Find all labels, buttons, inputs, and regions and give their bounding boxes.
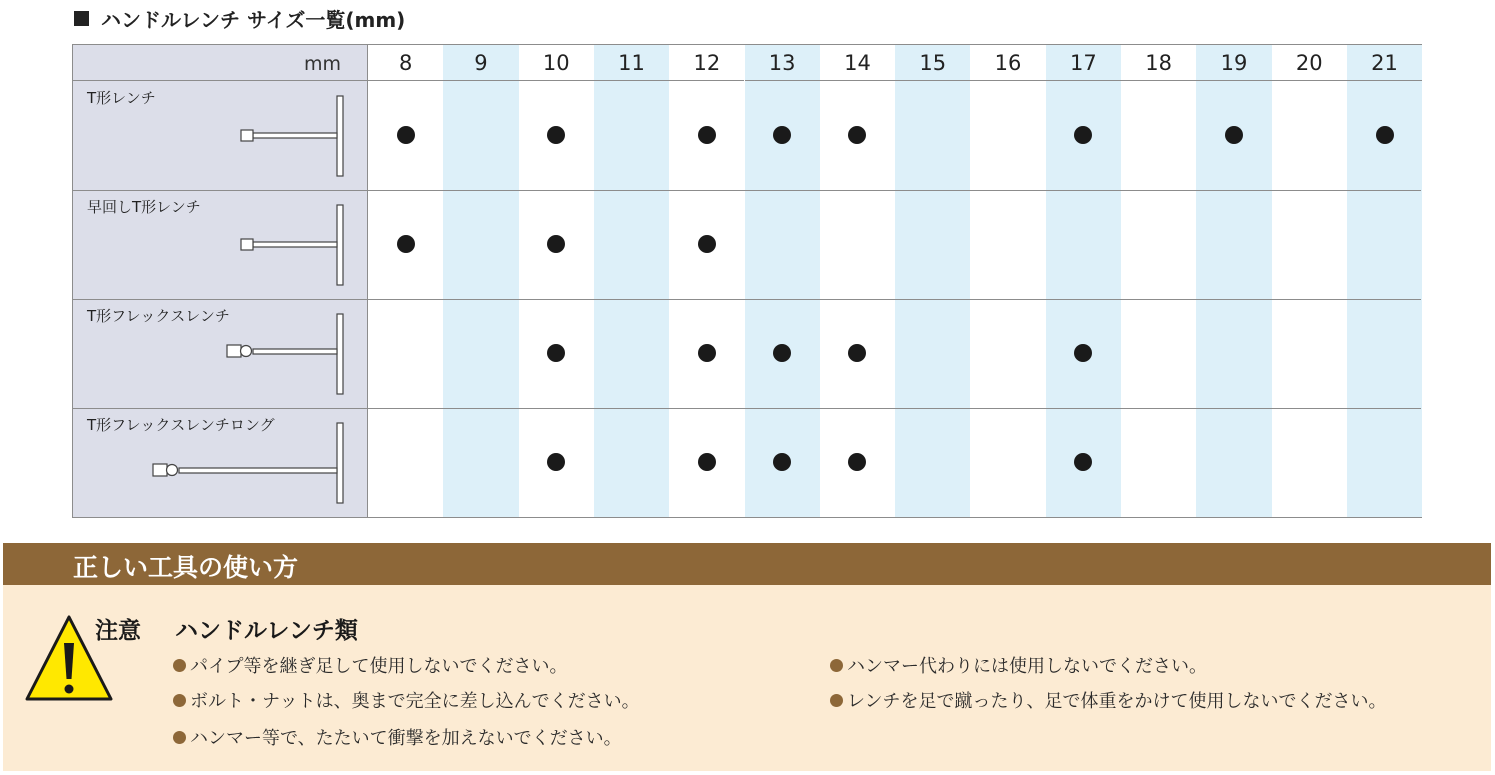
size-column-13	[745, 45, 820, 517]
size-header-8: 8	[368, 45, 443, 81]
size-header-14: 14	[820, 45, 895, 81]
wrench-type-cell	[73, 299, 368, 408]
availability-dot	[698, 344, 716, 362]
usage-item	[830, 687, 1387, 713]
size-header-20: 20	[1272, 45, 1347, 81]
size-header-18: 18	[1121, 45, 1196, 81]
bullet-icon	[173, 731, 186, 744]
availability-dot	[698, 126, 716, 144]
availability-dot	[698, 235, 716, 253]
usage-item	[173, 687, 640, 713]
size-table	[72, 44, 1422, 518]
wrench-illustration-icon	[143, 418, 363, 508]
size-column-15	[895, 45, 970, 517]
availability-dot	[397, 126, 415, 144]
wrench-type-cell	[73, 190, 368, 299]
size-column-17	[1046, 45, 1121, 517]
bullet-icon	[830, 659, 843, 672]
availability-dot	[1376, 126, 1394, 144]
row-divider	[73, 190, 1421, 191]
size-header-15: 15	[895, 45, 970, 81]
size-column-11	[594, 45, 669, 517]
size-header-12: 12	[669, 45, 744, 81]
wrench-type-cell	[73, 408, 368, 517]
wrench-type-name: T形フレックスレンチ	[87, 307, 230, 325]
size-column-19	[1196, 45, 1271, 517]
usage-band	[3, 543, 1491, 585]
bullet-icon	[173, 659, 186, 672]
size-header-16: 16	[970, 45, 1045, 81]
availability-dot	[698, 453, 716, 471]
size-header-19: 19	[1196, 45, 1271, 81]
size-column-12	[669, 45, 744, 517]
size-column-20	[1272, 45, 1347, 517]
size-column-9	[443, 45, 518, 517]
usage-item	[173, 724, 622, 750]
usage-item-text: ハンマー代わりには使用しないでください。	[847, 656, 1207, 677]
size-list-heading	[74, 4, 405, 32]
usage-item	[830, 652, 1207, 678]
wrench-illustration-icon	[143, 309, 363, 399]
size-column-16	[970, 45, 1045, 517]
wrench-type-name: T形レンチ	[87, 89, 156, 107]
size-column-21	[1347, 45, 1422, 517]
size-column-8	[368, 45, 443, 517]
bullet-icon	[173, 694, 186, 707]
wrench-illustration-icon	[143, 200, 363, 290]
usage-item	[173, 652, 567, 678]
size-column-14	[820, 45, 895, 517]
wrench-type-name: 早回しT形レンチ	[87, 198, 201, 216]
unit-label: mm	[303, 53, 341, 75]
wrench-illustration-icon	[143, 91, 363, 181]
usage-item-text: ハンマー等で、たたいて衝撃を加えないでください。	[190, 728, 622, 749]
size-header-13: 13	[745, 45, 820, 81]
usage-item-text: パイプ等を継ぎ足して使用しないでください。	[190, 656, 568, 677]
size-header-11: 11	[594, 45, 669, 81]
unit-header-cell	[73, 45, 368, 81]
row-divider	[73, 299, 1421, 300]
size-header-21: 21	[1347, 45, 1422, 81]
size-header-10: 10	[519, 45, 594, 81]
square-bullet-icon	[74, 11, 89, 26]
usage-band-title: 正しい工具の使い方	[73, 553, 299, 582]
usage-item-text: レンチを足で蹴ったり、足で体重をかけて使用しないでください。	[847, 691, 1387, 712]
size-list-title: ハンドルレンチ サイズ一覧(mm)	[101, 7, 406, 32]
bullet-icon	[830, 694, 843, 707]
size-header-17: 17	[1046, 45, 1121, 81]
usage-item-text: ボルト・ナットは、奥まで完全に差し込んでください。	[190, 691, 640, 712]
wrench-type-cell	[73, 81, 368, 190]
size-column-10	[519, 45, 594, 517]
wrench-type-name: T形フレックスレンチロング	[87, 416, 275, 434]
size-column-18	[1121, 45, 1196, 517]
availability-dot	[397, 235, 415, 253]
usage-panel	[3, 585, 1491, 771]
handle-wrench-section-title: ハンドルレンチ類	[175, 618, 358, 644]
caution-label: 注意	[95, 618, 141, 644]
size-header-9: 9	[443, 45, 518, 81]
row-divider	[73, 408, 1421, 409]
availability-dot	[1225, 126, 1243, 144]
